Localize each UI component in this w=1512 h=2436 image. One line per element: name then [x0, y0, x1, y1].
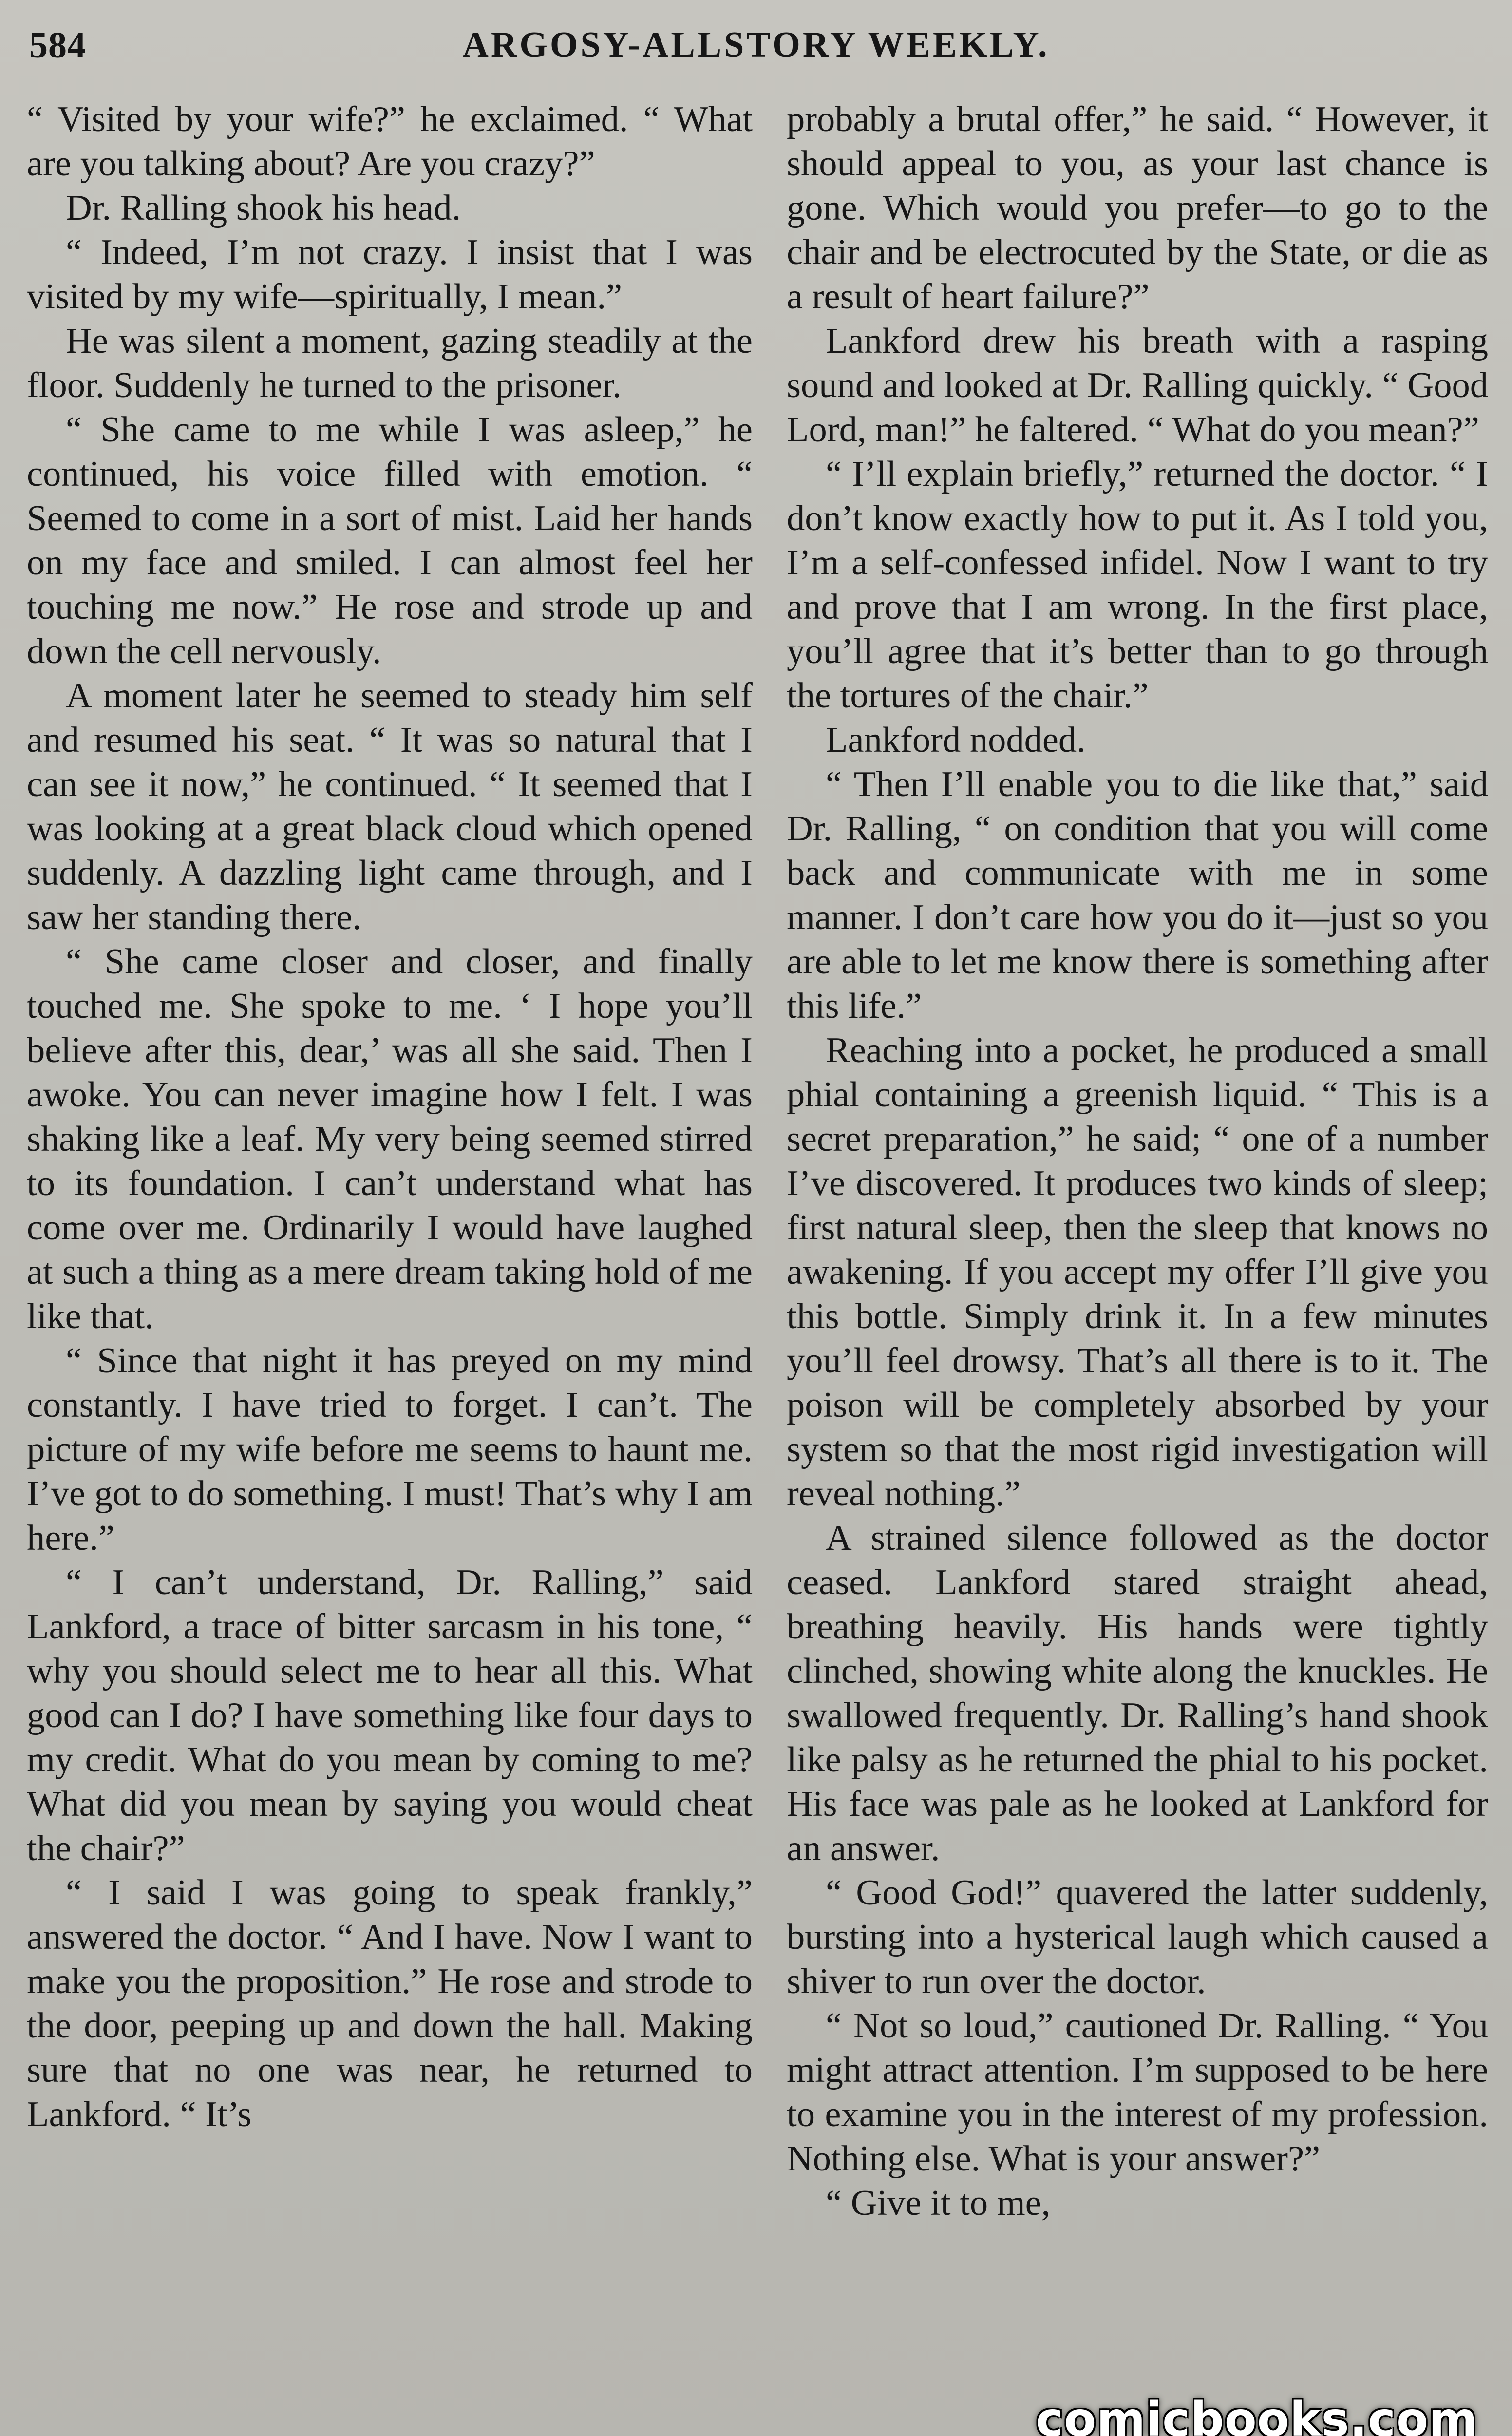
paragraph: “ I can’t understand, Dr. Ralling,” said Lankford, a trace of bitter sarcasm in his tone, “ why you should select me to hear all this. What good can I do? I have something like four days to my credit. What do you mean by coming to me? What did you mean by saying you would cheat the chair?” — [27, 1562, 753, 1868]
paragraph: probably a brutal offer,” he said. “ However, it should appeal to you, as your last chance is gone. Which would you prefer—to go to the chair and be electrocuted by the State, or die as a result of heart failure?” — [787, 99, 1488, 317]
paragraph: Lankford drew his breath with a rasping sound and looked at Dr. Ralling quickly. “ Good Lord, man!” he faltered. “ What do you mean?” — [787, 321, 1488, 450]
paragraph: “ Visited by your wife?” he exclaimed. “ What are you talking about? Are you crazy?” — [27, 99, 753, 184]
paragraph: Lankford nodded. — [826, 720, 1086, 760]
paragraph: “ I’ll explain briefly,” returned the doctor. “ I don’t know exactly how to put it. As I told you, I’m a self-confessed infidel. Now I want to try and prove that I am wrong. In the first place, you’ll agree that it’s better than to go through the tortures of the chair.” — [787, 454, 1488, 716]
paragraph: A strained silence followed as the doctor ceased. Lankford stared straight ahead, breathing heavily. His hands were tightly clinched, showing white along the knuckles. He swallowed frequently. Dr. Ralling’s hand shook like palsy as he returned the phial to his pocket. His face was pale as he looked at Lankford for an answer. — [787, 1518, 1488, 1868]
paragraph: Reaching into a pocket, he produced a small phial containing a greenish liquid. “ This is a secret preparation,” he said; “ one of a number I’ve discovered. It produces two kinds of sleep; first natural sleep, then the sleep that knows no awakening. If you accept my offer I’ll give you this bottle. Simply drink it. In a few minutes you’ll feel drowsy. That’s all there is to it. The poison will be completely absorbed by your system so that the most rigid investigation will reveal nothing.” — [787, 1030, 1488, 1514]
right-column — [787, 97, 1488, 2226]
site-watermark: comicbooks.com — [1036, 2392, 1478, 2436]
paragraph: “ She came to me while I was asleep,” he continued, his voice filled with emotion. “ Seemed to come in a sort of mist. Laid her hands on my face and smiled. I can almost feel her touching me now.” He rose and strode up and down the cell nervously. — [27, 410, 753, 671]
paragraph: “ Good God!” quavered the latter suddenly, bursting into a hysterical laugh which caused a shiver to run over the doctor. — [787, 1873, 1488, 2001]
paragraph: “ She came closer and closer, and finally touched me. She spoke to me. ‘ I hope you’ll believe after this, dear,’ was all she said. Then I awoke. You can never imagine how I felt. I was shaking like a leaf. My very being seemed stirred to its foundation. I can’t understand what has come over me. Ordinarily I would have laughed at such a thing as a mere dream taking hold of me like that. — [27, 942, 753, 1336]
paragraph: “ Since that night it has preyed on my mind constantly. I have tried to forget. I can’t. The picture of my wife before me seems to haunt me. I’ve got to do something. I must! That’s why I am here.” — [27, 1341, 753, 1558]
paragraph: Dr. Ralling shook his head. — [66, 188, 461, 228]
page-number: 584 — [29, 25, 86, 66]
paragraph: “ Not so loud,” cautioned Dr. Ralling. “ You might attract attention. I’m supposed to be here to examine you in the interest of my profession. Nothing else. What is your answer?” — [787, 2006, 1488, 2179]
running-head: ARGOSY-ALLSTORY WEEKLY. — [462, 25, 1050, 65]
paragraph: “ Indeed, I’m not crazy. I insist that I was visited by my wife—spiritually, I mean.” — [27, 232, 753, 317]
paragraph: “ Give it to me, — [826, 2183, 1051, 2223]
page-header — [19, 19, 1493, 73]
paragraph: A moment later he seemed to steady him self and resumed his seat. “ It was so natural that I can see it now,” he continued. “ It seemed that I was looking at a great black cloud which opened suddenly. A dazzling light came through, and I saw her standing there. — [27, 676, 753, 937]
left-column — [27, 97, 753, 2137]
paragraph: “ Then I’ll enable you to die like that,” said Dr. Ralling, “ on condition that you will come back and communicate with me in some manner. I don’t care how you do it—just so you are able to let me know there is something after this life.” — [787, 764, 1488, 1026]
paragraph: He was silent a moment, gazing steadily at the floor. Suddenly he turned to the prisoner. — [27, 321, 753, 405]
paragraph: “ I said I was going to speak frankly,” answered the doctor. “ And I have. Now I want to make you the proposition.” He rose and strode to the door, peeping up and down the hall. Making sure that no one was near, he returned to Lankford. “ It’s — [27, 1873, 753, 2134]
